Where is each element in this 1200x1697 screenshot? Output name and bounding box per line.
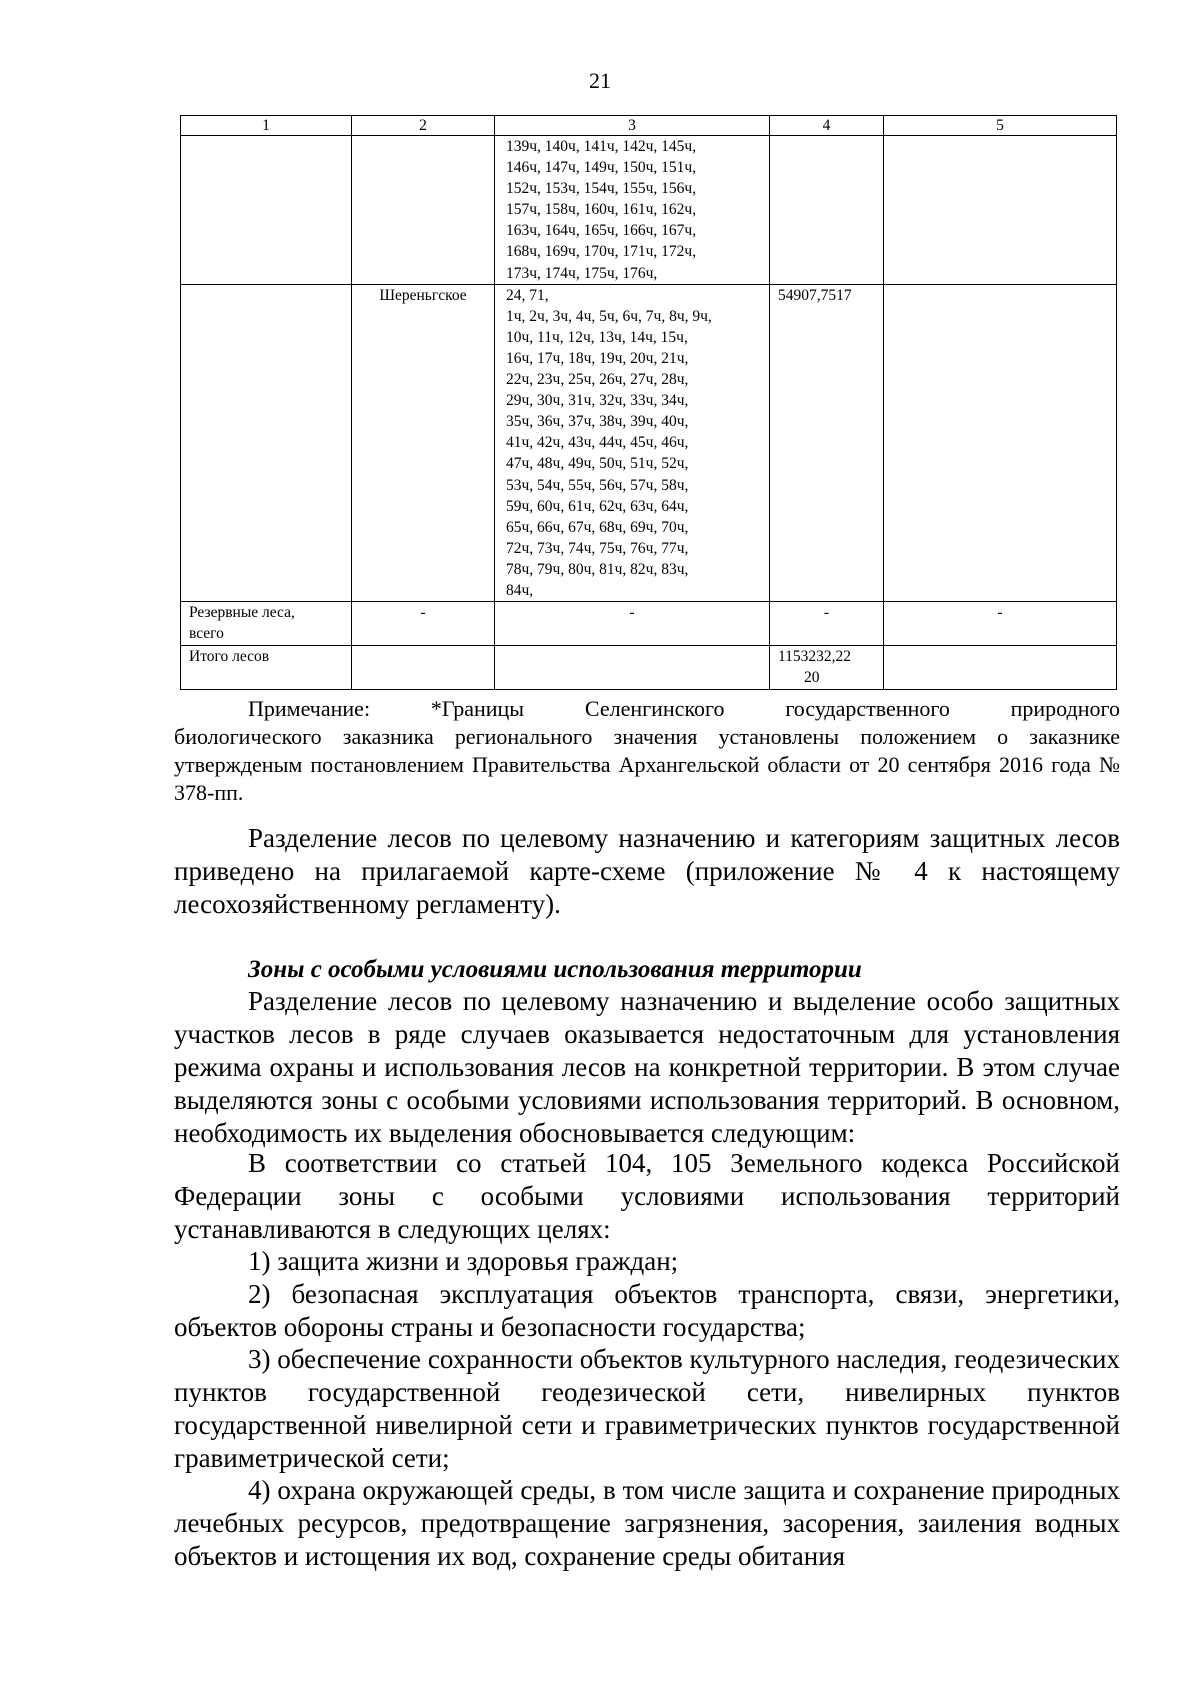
quarter-line: 84ч, <box>506 581 534 599</box>
area-cell: 54907,7517 <box>770 284 884 601</box>
table-header-row <box>181 116 1117 136</box>
quarter-numbers-cell <box>495 284 770 601</box>
quarter-line: 22ч, 23ч, 25ч, 26ч, 27ч, 28ч, <box>506 371 689 389</box>
quarter-line: 163ч, 164ч, 165ч, 166ч, 167ч, <box>506 222 697 240</box>
table-row <box>181 602 1117 646</box>
header-cell: 2 <box>352 116 495 136</box>
paragraph-division: Разделение лесов по целевому назначению и категориям защитных лесов приведено на прилагаемой карте-схеме (приложение № 4 к настоящему лесохозяйственному регламенту). <box>174 823 1120 919</box>
total-area-line: 20 <box>804 669 820 687</box>
quarter-line: 41ч, 42ч, 43ч, 44ч, 45ч, 46ч, <box>506 434 689 452</box>
paragraph-code: В соответствии со статьей 104, 105 Земельного кодекса Российской Федерации зоны с особыми условиями использования территорий устанавливаются в следующих целях: <box>174 1148 1120 1244</box>
table-cell <box>352 646 495 690</box>
list-item: 3) обеспечение сохранности объектов культурного наследия, геодезических пунктов государственной геодезической сети, нивелирных пунктов государственной нивелирной сети и гравиметрических пунктов государственной гравиметрической сети; <box>174 1344 1120 1473</box>
quarter-line: 53ч, 54ч, 55ч, 56ч, 57ч, 58ч, <box>506 476 689 494</box>
table-cell <box>352 136 495 285</box>
note-body: биологического заказника регионального значения установлены положением о заказнике утвержденым постановлением Правительства Архангельской области от 20 сентября 2016 года № 378-пп. <box>174 724 1120 805</box>
quarter-line: 78ч, 79ч, 80ч, 81ч, 82ч, 83ч, <box>506 560 689 578</box>
quarter-line: 72ч, 73ч, 74ч, 75ч, 76ч, 77ч, <box>506 539 689 557</box>
table-row <box>181 646 1117 690</box>
quarter-line: 152ч, 153ч, 154ч, 155ч, 156ч, <box>506 180 697 198</box>
table-cell <box>884 136 1117 285</box>
quarter-numbers-cell <box>495 136 770 285</box>
total-area-line: 1153232,22 <box>778 648 852 666</box>
quarter-line: 29ч, 30ч, 31ч, 32ч, 33ч, 34ч, <box>506 392 689 410</box>
quarter-line: 16ч, 17ч, 18ч, 19ч, 20ч, 21ч, <box>506 349 689 367</box>
dash-cell: - <box>352 602 495 646</box>
total-label-cell: Итого лесов <box>181 646 352 690</box>
table-cell <box>770 136 884 285</box>
table-note <box>174 695 1120 807</box>
dash-cell: - <box>770 602 884 646</box>
header-cell: 1 <box>181 116 352 136</box>
table-cell <box>884 284 1117 601</box>
header-cell: 3 <box>495 116 770 136</box>
table-cell <box>495 646 770 690</box>
dash-cell: - <box>495 602 770 646</box>
quarter-line: 10ч, 11ч, 12ч, 13ч, 14ч, 15ч, <box>506 328 688 346</box>
list-item: 4) охрана окружающей среды, в том числе защита и сохранение природных лечебных ресурсов, предотвращение загрязнения, засорения, заиления водных объектов и истощения их вод, сохранение среды обитания <box>174 1475 1120 1571</box>
quarter-line: 168ч, 169ч, 170ч, 171ч, 172ч, <box>506 243 697 261</box>
page-number: 21 <box>589 68 611 93</box>
quarter-line: 157ч, 158ч, 160ч, 161ч, 162ч, <box>506 201 697 219</box>
header-cell: 4 <box>770 116 884 136</box>
reserve-label-line: всего <box>189 625 224 643</box>
quarter-line: 139ч, 140ч, 141ч, 142ч, 145ч, <box>506 138 697 155</box>
table-cell <box>181 136 352 285</box>
quarter-line: 59ч, 60ч, 61ч, 62ч, 63ч, 64ч, <box>506 497 689 515</box>
table-row <box>181 284 1117 601</box>
table-cell <box>181 284 352 601</box>
header-cell: 5 <box>884 116 1117 136</box>
reserve-label-line: Резервные леса, <box>189 604 295 622</box>
note-first-line: Примечание: *Границы Селенгинского государственного природного <box>248 696 1120 721</box>
forestry-name-cell: Шереньгское <box>352 284 495 601</box>
quarter-line: 47ч, 48ч, 49ч, 50ч, 51ч, 52ч, <box>506 455 689 473</box>
table-cell <box>884 646 1117 690</box>
paragraph-zones: Разделение лесов по целевому назначению и выделение особо защитных участков лесов в ряде случаев оказывается недостаточным для установления режима охраны и использования лесов на конкретной территории. В этом случае выделяются зоны с особыми условиями использования территорий. В основном, необходимость их выделения обосновывается следующим: <box>174 986 1120 1148</box>
quarter-line: 1ч, 2ч, 3ч, 4ч, 5ч, 6ч, 7ч, 8ч, 9ч, <box>506 307 712 325</box>
reserve-label-cell <box>181 602 352 646</box>
quarter-line: 173ч, 174ч, 175ч, 176ч, <box>506 264 658 282</box>
list-item: 1) защита жизни и здоровья граждан; <box>248 1246 679 1276</box>
quarter-line: 35ч, 36ч, 37ч, 38ч, 39ч, 40ч, <box>506 413 689 431</box>
quarter-line: 24, 71, <box>506 286 549 304</box>
forest-table <box>180 115 1117 690</box>
table-row <box>181 136 1117 285</box>
list-item: 2) безопасная эксплуатация объектов транспорта, связи, энергетики, объектов обороны страны и безопасности государства; <box>174 1279 1120 1342</box>
dash-cell: - <box>884 602 1117 646</box>
total-area-cell <box>770 646 884 690</box>
section-heading: Зоны с особыми условиями использования территории <box>248 956 862 983</box>
quarter-line: 65ч, 66ч, 67ч, 68ч, 69ч, 70ч, <box>506 518 689 536</box>
quarter-line: 146ч, 147ч, 149ч, 150ч, 151ч, <box>506 159 697 177</box>
